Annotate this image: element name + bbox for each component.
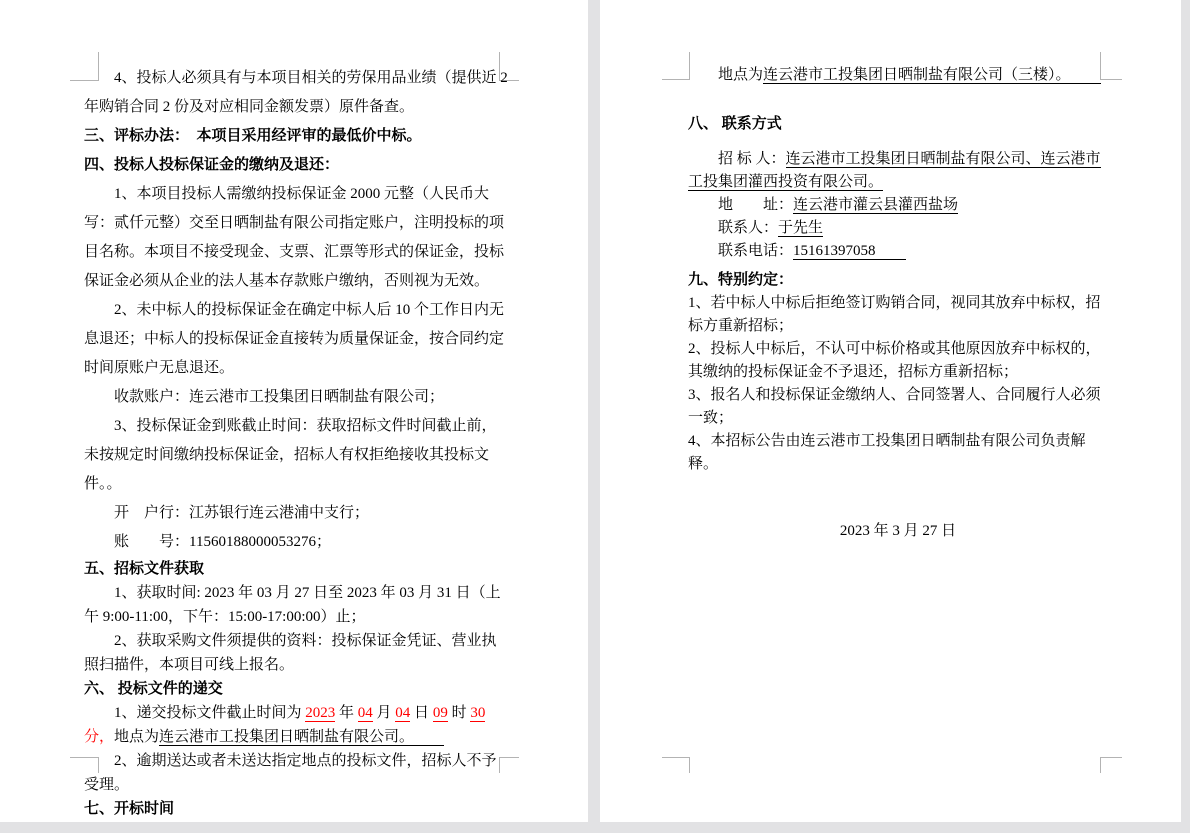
para-labor-performance: 4、投标人必须具有与本项目相关的劳保用品业绩（提供近 2 年购销合同 2 份及对应相同金额发票）原件备查。 [84,70,512,115]
para-special-term-1: 1、若中标人中标后拒绝签订购销合同，视同其放弃中标权，招标方重新招标； [688,295,1101,334]
para-payee-account: 收款账户：连云港市工投集团日晒制盐有限公司； [114,389,445,405]
page-gap [588,0,600,822]
left-page-text [84,64,512,833]
location-prefix: 地点为 [718,67,764,83]
heading-special-terms: 九、特别约定： [688,272,794,288]
day-unit: 日 [410,705,433,721]
text-boundary-mark [662,52,690,80]
para-special-term-3: 3、报名人和投标保证金缴纳人、合同签署人、合同履行人必须一致； [688,387,1101,426]
window-margin-bottom [0,822,1190,833]
submission-day-value: 04 [395,705,411,721]
document-page-left[interactable] [0,0,588,822]
para-deposit-deadline: 3、投标保证金到账截止时间：获取招标文件时间截止前，未按规定时间缴纳投标保证金，招标人有权拒绝接收其投标文件。。 [84,418,497,492]
contact-phone-label: 联系电话： [718,243,794,259]
para-bank-name: 开 户行：江苏银行连云港浦中支行； [114,505,370,521]
minute-unit: 分 [84,705,490,745]
location-prefix: 地点为 [114,729,160,745]
text-boundary-mark [1100,757,1122,773]
para-submission-deadline [84,701,508,749]
para-overdue: 2、逾期送达或者未送达指定地点的投标文件，招标人不予受理。 [84,753,497,793]
heading-bid-deposit: 四、投标人投标保证金的缴纳及退还： [84,157,340,173]
para-address [688,194,1108,217]
para-obtain-time: 1、获取时间: 2023 年 03 月 27 日至 2023 年 03 月 31 日（上午 9:00-11:00，下午：15:00-17:00:00）止； [84,585,501,625]
para-obtain-materials: 2、获取采购文件须提供的资料：投标保证金凭证、营业执照扫描件，本项目可线上报名。 [84,633,497,673]
para-special-term-2: 2、投标人中标后，不认可中标价格或其他原因放弃中标权的，其缴纳的投标保证金不予退还，招标方重新招标； [688,341,1101,380]
submission-deadline-text: 1、递交投标文件截止时间为 [114,705,306,721]
para-account-number: 账 号：11560188000053276； [114,534,331,550]
year-unit: 年 [335,705,358,721]
address-value: 连云港市灌云县灌西盐场 [793,197,959,213]
month-unit: 月 [372,705,396,721]
heading-contact: 八、 联系方式 [688,116,782,132]
para-contact-person [688,217,1108,240]
location-company-name: 连云港市工投集团日晒制盐有限公司（三楼）。 [763,67,1101,84]
para-deposit-amount: 1、本项目投标人需缴纳投标保证金 2000 元整（人民币大写：贰仟元整）交至日晒制盐有限公司指定账户，注明投标的项目名称。本项目不接受现金、支票、汇票等形式的保证金，投标保证金必须从企业的法人基本存款账户缴纳，否则视为无效。 [84,186,505,289]
submission-year-value: 2023 [305,705,336,721]
para-bidder [688,148,1108,194]
para-special-term-4: 4、本招标公告由连云港市工投集团日晒制盐有限公司负责解释。 [688,433,1086,472]
bidder-value: 连云港市工投集团日晒制盐有限公司、连云港市工投集团灌西投资有限公司。 [688,151,1101,190]
text-boundary-mark [662,757,690,773]
contact-person-label: 联系人： [718,220,779,236]
heading-evaluation-method: 三、评标办法： 本项目采用经评审的最低价中标。 [84,128,422,144]
contact-phone-value: 15161397058 [793,243,906,260]
right-page-text [688,64,1108,543]
contact-person-value: 于先生 [778,220,824,236]
address-label: 地 址： [718,197,794,213]
submission-month-value: 04 [357,705,373,721]
submission-hour-value: 09 [432,705,448,721]
bidder-label: 招 标 人： [718,151,786,167]
para-deposit-refund: 2、未中标人的投标保证金在确定中标人后 10 个工作日内无息退还；中标人的投标保证金直接转为质量保证金，按合同约定时间原账户无息退还。 [84,302,505,376]
heading-bid-opening: 七、开标时间 [84,801,175,817]
para-submission-location [688,64,1108,87]
heading-bid-submission: 六、 投标文件的递交 [84,681,223,697]
para-contact-phone [688,240,1108,263]
document-date: 2023 年 3 月 27 日 [839,523,957,539]
comma: ， [99,729,115,745]
submission-location-name: 连云港市工投集团日晒制盐有限公司。 [159,729,444,746]
window-margin-right [1181,0,1190,833]
hour-unit: 时 [447,705,471,721]
heading-document-obtain: 五、招标文件获取 [84,561,205,577]
submission-minute-value: 30 [470,705,486,721]
document-page-right[interactable] [600,0,1181,822]
